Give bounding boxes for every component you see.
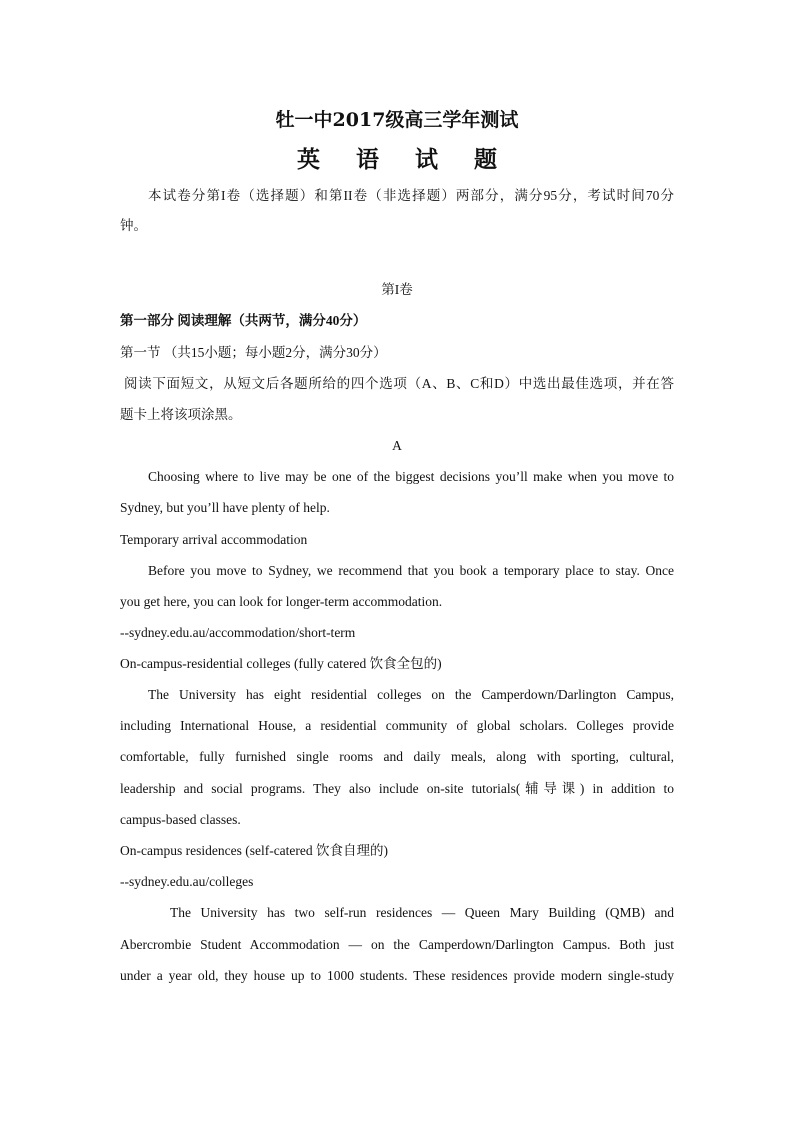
passage-subheading: On-campus-residential colleges (fully catered 饮食全包的): [120, 656, 442, 671]
volume-label: 第I卷: [381, 282, 413, 297]
passage-line: Abercrombie Student Accommodation — on the Camperdown/Darlington Campus. Both just: [120, 937, 674, 952]
passage-line: under a year old, they house up to 1000 students. These residences provide modern single-study: [120, 968, 674, 983]
passage-line: Before you move to Sydney, we recommend that you book a temporary place to stay. Once: [148, 563, 674, 578]
passage-line: The University has two self-run residences — Queen Mary Building (QMB) and: [170, 905, 674, 920]
passage-line: The University has eight residential colleges on the Camperdown/Darlington Campus,: [148, 687, 674, 702]
passage-subheading: Temporary arrival accommodation: [120, 532, 308, 547]
source-link: --sydney.edu.au/colleges: [120, 874, 254, 889]
intro-line-1: 本试卷分第I卷（选择题）和第II卷（非选择题）两部分，满分95分，考试时间70分: [148, 188, 674, 203]
passage-line: including International House, a residential community of global scholars. Colleges provide: [120, 718, 674, 733]
passage-label: A: [392, 438, 402, 453]
intro-line-2: 钟。: [120, 218, 147, 233]
exam-title: 牡一中2017级高三学年测试: [275, 109, 519, 131]
passage-line: comfortable, fully furnished single rooms and daily meals, along with sporting, cultural,: [120, 749, 674, 764]
subject-title: 英 语 试 题: [296, 146, 512, 173]
passage-line: campus-based classes.: [120, 812, 241, 827]
passage-line: you get here, you can look for longer-term accommodation.: [120, 594, 443, 609]
passage-line: Choosing where to live may be one of the biggest decisions you’ll make when you move to: [148, 469, 674, 484]
passage-line: Sydney, but you’ll have plenty of help.: [120, 500, 330, 515]
part-one-heading: 第一部分 阅读理解（共两节，满分40分）: [120, 313, 367, 328]
passage-line: leadership and social programs. They also include on-site tutorials(辅导课) in addition to: [120, 781, 674, 796]
section-one-heading: 第一节 （共15小题；每小题2分，满分30分）: [120, 345, 387, 360]
source-link: --sydney.edu.au/accommodation/short-term: [120, 625, 356, 640]
instruction-line-2: 题卡上将该项涂黑。: [120, 407, 242, 422]
instruction-line-1: 阅读下面短文，从短文后各题所给的四个选项（A、B、C和D）中选出最佳选项，并在答: [124, 376, 674, 391]
passage-subheading: On-campus residences (self-catered 饮食自理的): [120, 843, 389, 858]
